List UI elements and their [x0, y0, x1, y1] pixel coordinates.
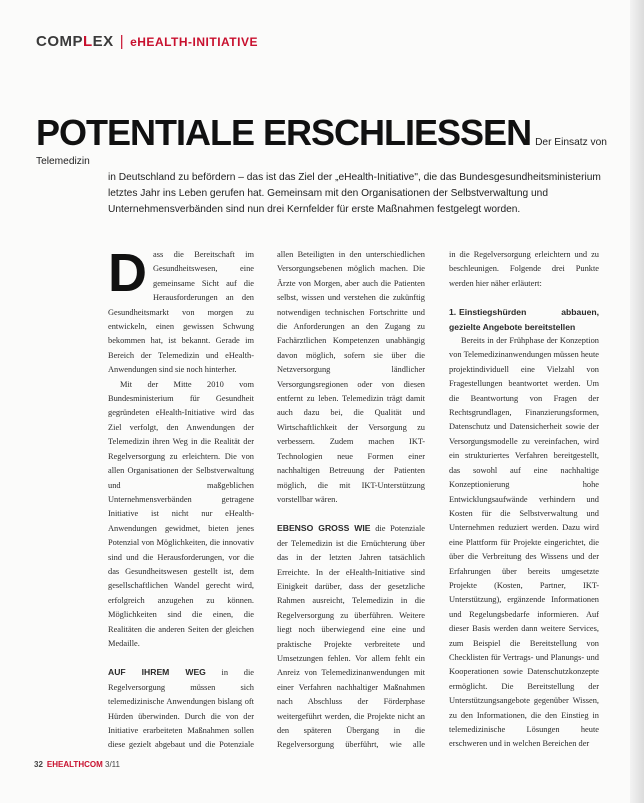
text-column-2: [277, 248, 425, 755]
brand-logo: [36, 33, 114, 50]
headline-block: [36, 112, 611, 218]
paragraph: Bereits in der Frühphase der Konzeption von Telemedizinanwendungen müssen heute projektindividuell eine Vielzahl von Fragestellungen beantwortet werden. Um die Beantwortung von Fragen der Rechtsgrundlagen, Finanzierungsformen, Datenschutz und Datensicherheit sowie der Versorgungsmodelle zu vereinfachen, wird ein strukturiertes Verfahren bereitgestellt, das sowohl auf eine nachhaltige Konzeptionierung hohe Entwicklungsaufwände verhindern und Kosten für die Selbstverwaltung und Unternehmen reduziert werden. Dazu wird eine Plattform für Projekte eingerichtet, die über die Verbreitung des Wissens und der Erfahrungen über bereits umgesetzte Projekte (Kosten, Partner, IKT-Unterstützung), ergänzende Informationen und Regelungsbedarfe informieren. Auf dieser Basis werden dann weitere Services, zum Beispiel die Bereitstellung von Checklisten für Vertrags- und Planungs- und Kooperationen sowie Datenschutzkonzepte ermöglicht. Die Bereitstellung der Unterstützungsangebote gegenüber Wissen, zu den Informationen, die den Einstieg in telemedizinische Lösungen heute erschweren und in welchen Bereichen der: [449, 336, 599, 749]
run-in-heading: AUF IHREM WEG: [108, 667, 206, 678]
item-title: Einstiegshürden abbauen, gezielte Angebote bereitstellen: [449, 307, 599, 332]
run-in-heading: EBENSO GROSS WIE: [277, 523, 371, 534]
section-name: eHEALTH-INITIATIVE: [130, 35, 258, 49]
brand-prefix: COMP: [36, 33, 83, 50]
header-separator: |: [119, 33, 125, 50]
item-number: 1.: [449, 307, 457, 318]
paragraph-gap: [108, 651, 254, 665]
magazine-name: EHEALTHCOM: [46, 760, 103, 769]
brand-suffix: EX: [92, 33, 114, 50]
paragraph: in die Regelversorgung erleichtern und zu beschleunigen. Folgende drei Punkte werden hier näher erläutert:: [449, 250, 599, 288]
text-column-3: [449, 248, 599, 752]
lead-text: in Deutschland zu befördern – das ist das Ziel der „eHealth-Initiative", die das Bundesgesundheitsministerium letztes Jahr ins Leben gerufen hat. Gemeinsam mit den Organisationen der Selbstverwaltung und Unternehmensverbänden sind nun drei Kernfelder für erste Maßnahmen festgelegt worden.: [108, 172, 601, 215]
brand-highlight: L: [83, 33, 93, 50]
article-title: POTENTIALE ERSCHLIESSEN: [36, 112, 532, 153]
paragraph: Mit der Mitte 2010 vom Bundesministerium für Gesundheit gegründeten eHealth-Initiative wird das Ziel verfolgt, den Anwendungen der Telemedizin ihren Weg in die Realität der Regelversorgung zu erleichtern. Die von allen Organisationen der Selbstverwaltung und maßgeblichen Unternehmensverbänden getragene Initiative ist nicht nur eHealth-Anwendungen gewidmet, bieten jenes Potenzial von Möglichkeiten, die innovativ sind und die Herausforderungen, vor die das Gesundheitswesen gestellt ist, dem gesellschaftlichen Wandel gerecht wird, erfolgreich anzugehen zu können. Möglichkeiten sind die einen, die Realitäten die anderen Seiten der gleichen Medaille.: [108, 379, 254, 648]
paragraph: [108, 665, 254, 755]
page-footer: [34, 760, 120, 769]
paragraph: allen Beteiligten in den unterschiedlichen Versorgungsebenen möglich machen. Die Ärzte von Morgen, aber auch die Patienten selbst, wissen und verstehen die zukünftig notwendigen technischen Fortschritte und die Anforderungen an den Zugang zu Fachärztlichen Kompetenzen unabhängig davon möglich, sofern sie über die Netzversorgung ländlicher Versorgungsregionen oder von diesen entfernt zu leben. Telemedizin trägt damit auch dazu bei, die Qualität und Wirtschaftlichkeit der Versorgung zu verbessern. Zudem machen IKT-Technologien neue Formen einer nachhaltigen Betreuung der Patienten möglich, die mit IKT-Unterstützung vorstellbar wären.: [277, 250, 425, 504]
paragraph-gap: [277, 507, 425, 521]
lead-intro: Der Einsatz von Telemedizin: [36, 137, 607, 167]
numbered-heading: [449, 305, 599, 334]
section-header: [36, 33, 258, 50]
paragraph-text: in die Regelversorgung müssen sich telemedizinische Anwendungen bislang oft Hürden überwinden. Durch die von der Initiative erarbeiteten Maßnahmen sollen diese gezielt abgebaut und die Potenziale: [108, 668, 254, 750]
page-binding-shadow: [630, 0, 644, 803]
drop-cap: D: [108, 248, 147, 303]
issue-number: 3/11: [105, 760, 120, 769]
paragraph: [277, 521, 425, 755]
page-number: 32: [34, 760, 43, 769]
text-column-1: [108, 248, 254, 755]
paragraph: ass die Bereitschaft im Gesundheitswesen, eine gemeinsame Sicht auf die Herausforderungen an den Gesundheitsmarkt von morgen zu entwickeln, einen gewissen Schwung bekommen hat, ist bekannt. Gerade im Bereich der Telemedizin und eHealth-Anwendungen sind sie noch hinterher.: [108, 250, 254, 375]
paragraph-gap: [449, 291, 599, 305]
paragraph-text: die Potenziale der Telemedizin ist die Ernüchterung über das in der letzten Jahren tatsächlich Erreichte. In der eHealth-Initiative sind Einigkeit darüber, dass der gesetzliche Rahmen ausreicht, Telemedizin in die Regelversorgung zu überführen. Weitere liegt noch überwiegend eine eine und praktische Projekte verbreitete und Umsetzungen fehlen. Vor allem fehlt ein Anreiz von Telemedizinanwendungen mit einer Verfahren nachhaltiger Maßnahmen nach Abschluss der Förderphase weitergeführt werden, die Projekte nicht an den späteren Übergang in die Regelversorgung überführt, wie alle: [277, 524, 425, 750]
